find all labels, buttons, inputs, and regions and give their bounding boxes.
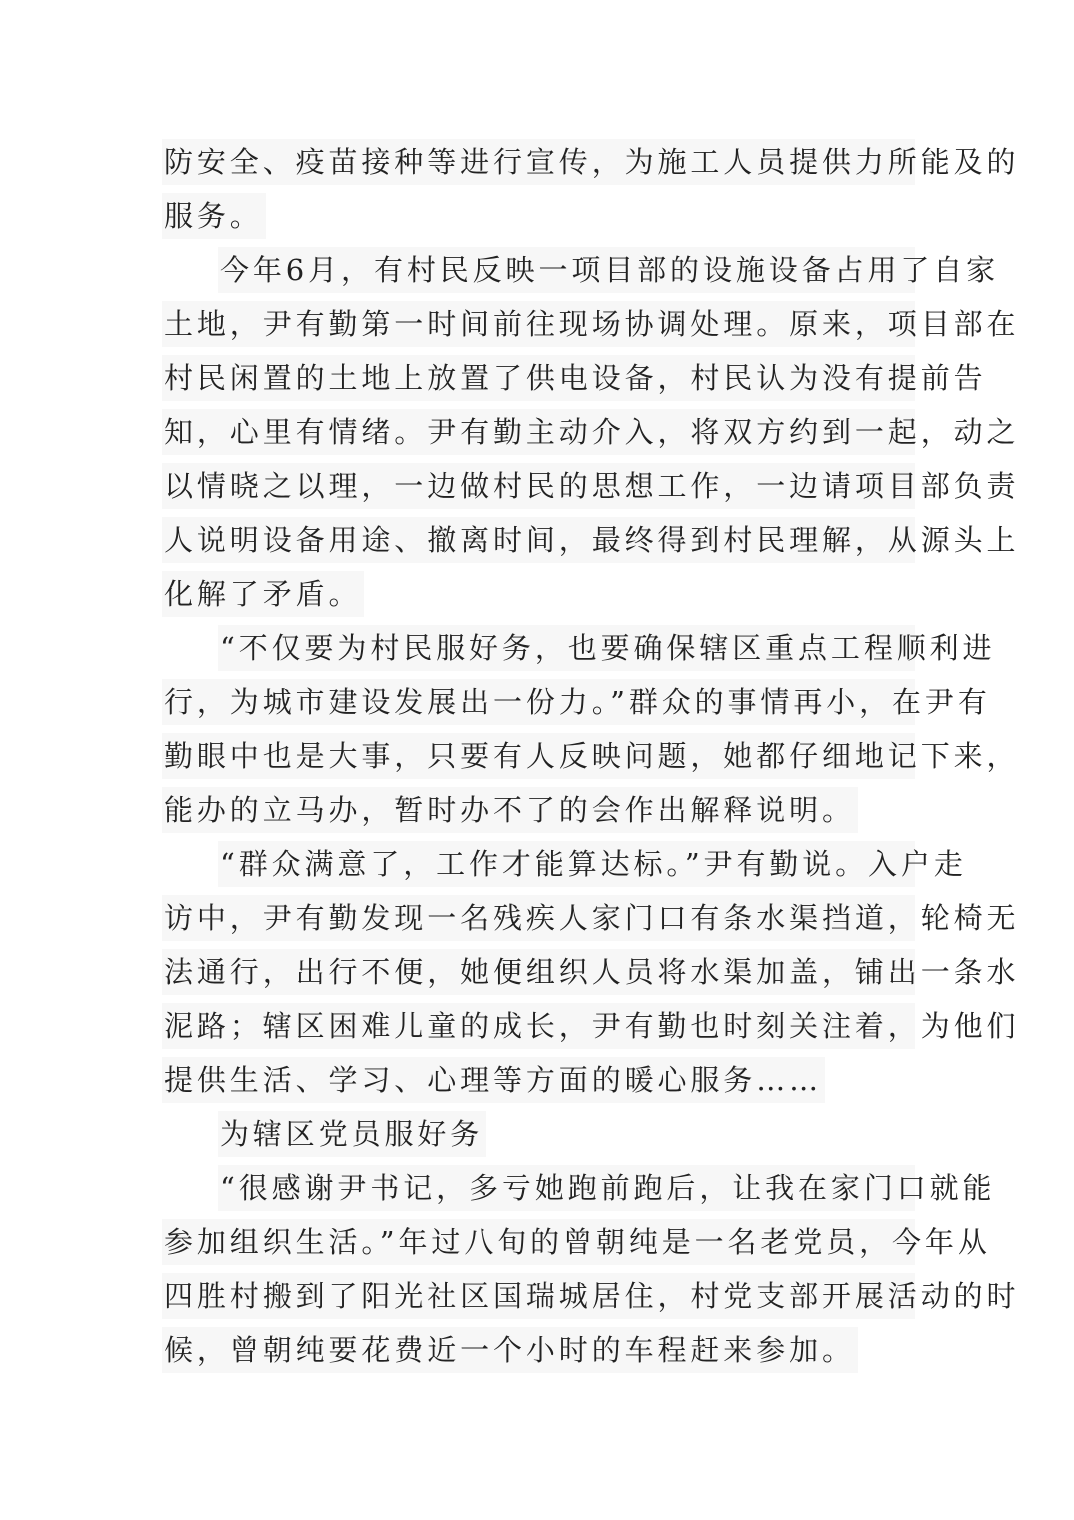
line-text: 今年6月，有村民反映一项目部的设施设备占用了自家 (218, 247, 915, 293)
line-text: 人说明设备用途、撤离时间，最终得到村民理解，从源头上 (162, 517, 915, 563)
paragraph-line (162, 1323, 922, 1377)
paragraph-line (162, 999, 1020, 1053)
paragraph-line (162, 621, 996, 675)
paragraph-line (162, 837, 967, 891)
line-text: 四胜村搬到了阳光社区国瑞城居住，村党支部开展活动的时 (162, 1273, 915, 1319)
line-text: 候，曾朝纯要花费近一个小时的车程赶来参加。 (162, 1327, 858, 1373)
line-text: 以情晓之以理，一边做村民的思想工作，一边请项目部负责 (162, 463, 915, 509)
line-text: 防安全、疫苗接种等进行宣传，为施工人员提供力所能及的 (162, 139, 915, 185)
paragraph-line (162, 1161, 996, 1215)
line-text: 村民闲置的土地上放置了供电设备，村民认为没有提前告 (162, 355, 915, 401)
line-text: “群众满意了，工作才能算达标。”尹有勤说。入户走 (218, 841, 915, 887)
line-text: 服务。 (162, 193, 266, 239)
paragraph-line (162, 297, 1020, 351)
paragraph-line (162, 459, 1020, 513)
line-text: “不仅要为村民服好务，也要确保辖区重点工程顺利进 (218, 625, 915, 671)
paragraph-line (162, 945, 1020, 999)
line-text: 土地，尹有勤第一时间前往现场协调处理。原来，项目部在 (162, 301, 915, 347)
paragraph-line (162, 1269, 1020, 1323)
document-page (162, 135, 1020, 1377)
paragraph-line (162, 567, 922, 621)
line-text: 能办的立马办，暂时办不了的会作出解释说明。 (162, 787, 858, 833)
paragraph-line (162, 729, 1020, 783)
section-heading (162, 1107, 922, 1161)
paragraph-line (162, 513, 1020, 567)
paragraph-line (162, 135, 1020, 189)
line-text: “很感谢尹书记，多亏她跑前跑后，让我在家门口就能 (218, 1165, 915, 1211)
line-text: 访中，尹有勤发现一名残疾人家门口有条水渠挡道，轮椅无 (162, 895, 915, 941)
paragraph-line (162, 1215, 991, 1269)
line-text: 法通行，出行不便，她便组织人员将水渠加盖，铺出一条水 (162, 949, 915, 995)
line-text: 知，心里有情绪。尹有勤主动介入，将双方约到一起，动之 (162, 409, 915, 455)
paragraph-line (162, 891, 1020, 945)
line-text: 勤眼中也是大事，只要有人反映问题，她都仔细地记下来， (162, 733, 915, 779)
line-text: 为辖区党员服好务 (218, 1111, 486, 1157)
paragraph-line (162, 675, 991, 729)
line-text: 化解了矛盾。 (162, 571, 364, 617)
paragraph-line (162, 189, 922, 243)
line-text: 泥路；辖区困难儿童的成长，尹有勤也时刻关注着，为他们 (162, 1003, 915, 1049)
paragraph-line (162, 1053, 922, 1107)
paragraph-line (162, 351, 987, 405)
paragraph-line (162, 405, 1020, 459)
line-text: 参加组织生活。”年过八旬的曾朝纯是一名老党员，今年从 (162, 1219, 915, 1265)
paragraph-line (162, 243, 1000, 297)
paragraph-line (162, 783, 922, 837)
line-text: 行，为城市建设发展出一份力。”群众的事情再小，在尹有 (162, 679, 915, 725)
line-text: 提供生活、学习、心理等方面的暖心服务…… (162, 1057, 825, 1103)
